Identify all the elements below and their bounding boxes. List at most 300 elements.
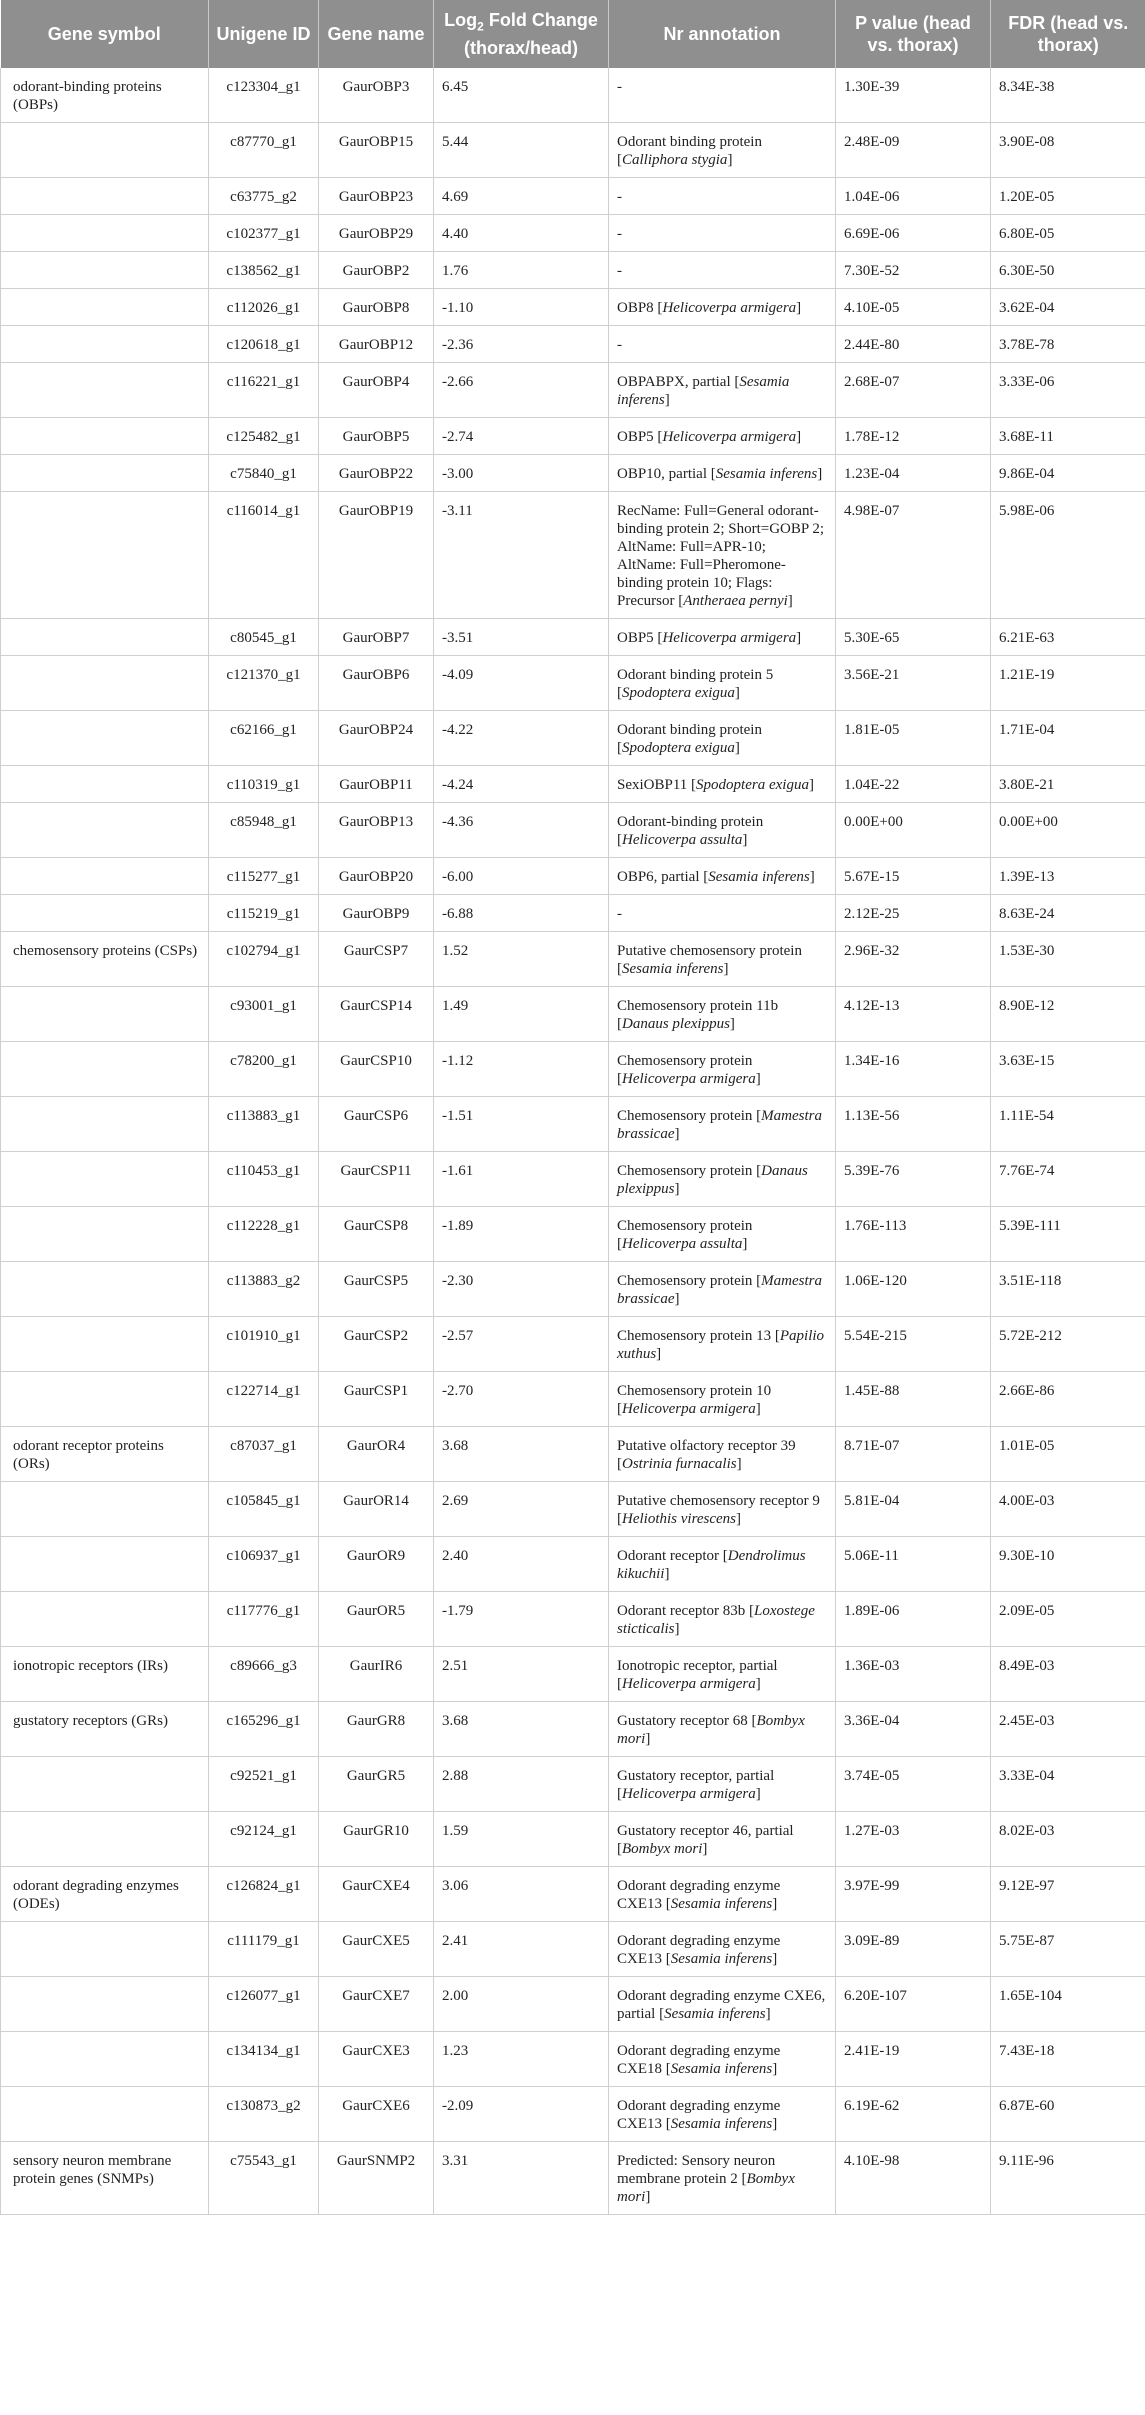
cell-p-value: 1.76E-113 bbox=[836, 1207, 991, 1262]
table-row bbox=[1, 1867, 1145, 1922]
cell-fold-change: 2.40 bbox=[434, 1537, 609, 1592]
cell-gene-symbol: chemosensory proteins (CSPs) bbox=[1, 932, 209, 987]
cell-p-value: 3.97E-99 bbox=[836, 1867, 991, 1922]
cell-fdr: 1.21E-19 bbox=[991, 656, 1145, 711]
cell-unigene-id: c130873_g2 bbox=[209, 2087, 319, 2142]
cell-gene-symbol bbox=[1, 1482, 209, 1537]
cell-fdr: 6.87E-60 bbox=[991, 2087, 1145, 2142]
cell-unigene-id: c120618_g1 bbox=[209, 326, 319, 363]
cell-gene-symbol bbox=[1, 178, 209, 215]
cell-unigene-id: c102794_g1 bbox=[209, 932, 319, 987]
cell-gene-name: GaurOBP7 bbox=[319, 619, 434, 656]
table-row bbox=[1, 858, 1145, 895]
cell-gene-name: GaurOR9 bbox=[319, 1537, 434, 1592]
cell-p-value: 1.04E-06 bbox=[836, 178, 991, 215]
cell-fold-change: 1.23 bbox=[434, 2032, 609, 2087]
cell-fold-change: 2.51 bbox=[434, 1647, 609, 1702]
cell-p-value: 1.13E-56 bbox=[836, 1097, 991, 1152]
cell-unigene-id: c87770_g1 bbox=[209, 123, 319, 178]
cell-nr-annotation: Odorant binding protein 5 [Spodoptera exigua] bbox=[609, 656, 836, 711]
cell-fdr: 8.63E-24 bbox=[991, 895, 1145, 932]
cell-p-value: 1.36E-03 bbox=[836, 1647, 991, 1702]
cell-p-value: 1.34E-16 bbox=[836, 1042, 991, 1097]
cell-p-value: 0.00E+00 bbox=[836, 803, 991, 858]
cell-unigene-id: c165296_g1 bbox=[209, 1702, 319, 1757]
cell-unigene-id: c138562_g1 bbox=[209, 252, 319, 289]
table-row bbox=[1, 68, 1145, 123]
cell-gene-name: GaurOBP3 bbox=[319, 68, 434, 123]
cell-fold-change: -2.57 bbox=[434, 1317, 609, 1372]
cell-fold-change: 1.52 bbox=[434, 932, 609, 987]
cell-nr-annotation: Chemosensory protein [Mamestra brassicae] bbox=[609, 1262, 836, 1317]
cell-fold-change: -4.24 bbox=[434, 766, 609, 803]
cell-nr-annotation: Odorant receptor [Dendrolimus kikuchii] bbox=[609, 1537, 836, 1592]
cell-fold-change: 6.45 bbox=[434, 68, 609, 123]
cell-gene-name: GaurSNMP2 bbox=[319, 2142, 434, 2215]
cell-p-value: 2.48E-09 bbox=[836, 123, 991, 178]
cell-unigene-id: c115219_g1 bbox=[209, 895, 319, 932]
cell-gene-name: GaurCSP11 bbox=[319, 1152, 434, 1207]
table-row bbox=[1, 1262, 1145, 1317]
cell-nr-annotation: Putative chemosensory receptor 9 [Heliothis virescens] bbox=[609, 1482, 836, 1537]
cell-p-value: 5.81E-04 bbox=[836, 1482, 991, 1537]
cell-p-value: 4.98E-07 bbox=[836, 492, 991, 619]
cell-gene-symbol bbox=[1, 492, 209, 619]
cell-nr-annotation: Odorant degrading enzyme CXE13 [Sesamia inferens] bbox=[609, 2087, 836, 2142]
cell-gene-symbol bbox=[1, 326, 209, 363]
cell-unigene-id: c110453_g1 bbox=[209, 1152, 319, 1207]
table-body bbox=[1, 68, 1145, 2215]
cell-fold-change: 2.69 bbox=[434, 1482, 609, 1537]
table-row bbox=[1, 326, 1145, 363]
cell-gene-symbol bbox=[1, 1757, 209, 1812]
cell-nr-annotation: Odorant degrading enzyme CXE6, partial [Sesamia inferens] bbox=[609, 1977, 836, 2032]
cell-gene-symbol bbox=[1, 1317, 209, 1372]
table-row bbox=[1, 1427, 1145, 1482]
cell-unigene-id: c106937_g1 bbox=[209, 1537, 319, 1592]
cell-unigene-id: c89666_g3 bbox=[209, 1647, 319, 1702]
cell-unigene-id: c75840_g1 bbox=[209, 455, 319, 492]
cell-fold-change: -6.88 bbox=[434, 895, 609, 932]
table-row bbox=[1, 1977, 1145, 2032]
cell-gene-symbol bbox=[1, 1372, 209, 1427]
table-row bbox=[1, 363, 1145, 418]
cell-gene-symbol bbox=[1, 2032, 209, 2087]
cell-nr-annotation: Ionotropic receptor, partial [Helicoverpa armigera] bbox=[609, 1647, 836, 1702]
cell-nr-annotation: Odorant binding protein [Spodoptera exigua] bbox=[609, 711, 836, 766]
header-row bbox=[1, 0, 1145, 68]
cell-fold-change: -1.61 bbox=[434, 1152, 609, 1207]
table-row bbox=[1, 289, 1145, 326]
cell-gene-symbol bbox=[1, 418, 209, 455]
cell-p-value: 1.27E-03 bbox=[836, 1812, 991, 1867]
cell-gene-symbol bbox=[1, 252, 209, 289]
table-row bbox=[1, 1592, 1145, 1647]
cell-nr-annotation: Chemosensory protein 13 [Papilio xuthus] bbox=[609, 1317, 836, 1372]
table-row bbox=[1, 1097, 1145, 1152]
cell-fold-change: 4.69 bbox=[434, 178, 609, 215]
cell-p-value: 1.78E-12 bbox=[836, 418, 991, 455]
cell-nr-annotation: Odorant degrading enzyme CXE18 [Sesamia inferens] bbox=[609, 2032, 836, 2087]
cell-fdr: 1.01E-05 bbox=[991, 1427, 1145, 1482]
cell-fdr: 1.20E-05 bbox=[991, 178, 1145, 215]
cell-p-value: 2.68E-07 bbox=[836, 363, 991, 418]
cell-unigene-id: c115277_g1 bbox=[209, 858, 319, 895]
cell-gene-symbol bbox=[1, 766, 209, 803]
cell-unigene-id: c121370_g1 bbox=[209, 656, 319, 711]
table-row bbox=[1, 1317, 1145, 1372]
cell-fold-change: -2.74 bbox=[434, 418, 609, 455]
cell-nr-annotation: - bbox=[609, 68, 836, 123]
cell-fdr: 3.80E-21 bbox=[991, 766, 1145, 803]
cell-fold-change: -2.66 bbox=[434, 363, 609, 418]
table-row bbox=[1, 455, 1145, 492]
cell-gene-name: GaurOBP2 bbox=[319, 252, 434, 289]
cell-unigene-id: c126077_g1 bbox=[209, 1977, 319, 2032]
cell-gene-name: GaurCSP14 bbox=[319, 987, 434, 1042]
cell-unigene-id: c125482_g1 bbox=[209, 418, 319, 455]
cell-gene-name: GaurGR5 bbox=[319, 1757, 434, 1812]
cell-nr-annotation: - bbox=[609, 215, 836, 252]
cell-unigene-id: c116014_g1 bbox=[209, 492, 319, 619]
cell-gene-symbol bbox=[1, 1812, 209, 1867]
cell-fdr: 3.63E-15 bbox=[991, 1042, 1145, 1097]
cell-fdr: 5.39E-111 bbox=[991, 1207, 1145, 1262]
cell-unigene-id: c92124_g1 bbox=[209, 1812, 319, 1867]
cell-unigene-id: c87037_g1 bbox=[209, 1427, 319, 1482]
cell-unigene-id: c123304_g1 bbox=[209, 68, 319, 123]
cell-nr-annotation: Chemosensory protein [Helicoverpa assulta] bbox=[609, 1207, 836, 1262]
cell-fold-change: -2.36 bbox=[434, 326, 609, 363]
cell-unigene-id: c101910_g1 bbox=[209, 1317, 319, 1372]
cell-gene-name: GaurOBP13 bbox=[319, 803, 434, 858]
cell-nr-annotation: OBP10, partial [Sesamia inferens] bbox=[609, 455, 836, 492]
cell-nr-annotation: Gustatory receptor 46, partial [Bombyx mori] bbox=[609, 1812, 836, 1867]
cell-nr-annotation: - bbox=[609, 895, 836, 932]
cell-fdr: 5.98E-06 bbox=[991, 492, 1145, 619]
cell-gene-name: GaurCXE6 bbox=[319, 2087, 434, 2142]
cell-nr-annotation: Odorant degrading enzyme CXE13 [Sesamia inferens] bbox=[609, 1922, 836, 1977]
cell-nr-annotation: OBP8 [Helicoverpa armigera] bbox=[609, 289, 836, 326]
cell-fdr: 8.49E-03 bbox=[991, 1647, 1145, 1702]
cell-p-value: 5.06E-11 bbox=[836, 1537, 991, 1592]
header-log2-fold-change: Log$_2$ Fold Change (thorax/head) bbox=[434, 0, 609, 68]
cell-gene-symbol bbox=[1, 1922, 209, 1977]
cell-gene-symbol bbox=[1, 2087, 209, 2142]
cell-gene-symbol bbox=[1, 363, 209, 418]
cell-gene-name: GaurOBP9 bbox=[319, 895, 434, 932]
cell-nr-annotation: - bbox=[609, 326, 836, 363]
cell-gene-symbol bbox=[1, 895, 209, 932]
cell-fdr: 0.00E+00 bbox=[991, 803, 1145, 858]
cell-gene-name: GaurOBP12 bbox=[319, 326, 434, 363]
cell-unigene-id: c113883_g1 bbox=[209, 1097, 319, 1152]
table-row bbox=[1, 1372, 1145, 1427]
cell-gene-name: GaurCXE3 bbox=[319, 2032, 434, 2087]
table-row bbox=[1, 1647, 1145, 1702]
cell-fdr: 8.90E-12 bbox=[991, 987, 1145, 1042]
cell-gene-name: GaurCSP7 bbox=[319, 932, 434, 987]
cell-fold-change: -3.00 bbox=[434, 455, 609, 492]
cell-fold-change: -1.51 bbox=[434, 1097, 609, 1152]
cell-unigene-id: c85948_g1 bbox=[209, 803, 319, 858]
cell-fdr: 2.45E-03 bbox=[991, 1702, 1145, 1757]
cell-gene-name: GaurOR4 bbox=[319, 1427, 434, 1482]
cell-gene-symbol bbox=[1, 289, 209, 326]
cell-gene-symbol bbox=[1, 1042, 209, 1097]
cell-fdr: 1.39E-13 bbox=[991, 858, 1145, 895]
cell-gene-name: GaurOBP5 bbox=[319, 418, 434, 455]
header-fdr: FDR (head vs. thorax) bbox=[991, 0, 1145, 68]
cell-p-value: 5.54E-215 bbox=[836, 1317, 991, 1372]
cell-gene-name: GaurCSP1 bbox=[319, 1372, 434, 1427]
table-row bbox=[1, 1757, 1145, 1812]
cell-gene-symbol bbox=[1, 1097, 209, 1152]
cell-gene-name: GaurOBP20 bbox=[319, 858, 434, 895]
cell-p-value: 1.30E-39 bbox=[836, 68, 991, 123]
cell-p-value: 6.69E-06 bbox=[836, 215, 991, 252]
cell-fdr: 3.90E-08 bbox=[991, 123, 1145, 178]
cell-p-value: 4.10E-05 bbox=[836, 289, 991, 326]
cell-gene-name: GaurOBP15 bbox=[319, 123, 434, 178]
cell-fold-change: 2.41 bbox=[434, 1922, 609, 1977]
cell-fdr: 9.30E-10 bbox=[991, 1537, 1145, 1592]
cell-p-value: 2.44E-80 bbox=[836, 326, 991, 363]
cell-p-value: 5.30E-65 bbox=[836, 619, 991, 656]
cell-nr-annotation: Gustatory receptor, partial [Helicoverpa armigera] bbox=[609, 1757, 836, 1812]
cell-gene-symbol bbox=[1, 619, 209, 656]
cell-gene-name: GaurOR5 bbox=[319, 1592, 434, 1647]
cell-gene-symbol: odorant degrading enzymes (ODEs) bbox=[1, 1867, 209, 1922]
cell-unigene-id: c122714_g1 bbox=[209, 1372, 319, 1427]
table-row bbox=[1, 711, 1145, 766]
cell-nr-annotation: Chemosensory protein [Mamestra brassicae] bbox=[609, 1097, 836, 1152]
cell-unigene-id: c112228_g1 bbox=[209, 1207, 319, 1262]
cell-unigene-id: c92521_g1 bbox=[209, 1757, 319, 1812]
table-row bbox=[1, 215, 1145, 252]
cell-fold-change: 1.59 bbox=[434, 1812, 609, 1867]
cell-fold-change: 1.49 bbox=[434, 987, 609, 1042]
cell-fdr: 1.11E-54 bbox=[991, 1097, 1145, 1152]
table-row bbox=[1, 656, 1145, 711]
cell-gene-name: GaurOR14 bbox=[319, 1482, 434, 1537]
table-row bbox=[1, 418, 1145, 455]
cell-fdr: 3.33E-04 bbox=[991, 1757, 1145, 1812]
cell-nr-annotation: Chemosensory protein 10 [Helicoverpa armigera] bbox=[609, 1372, 836, 1427]
cell-gene-name: GaurOBP22 bbox=[319, 455, 434, 492]
cell-p-value: 1.23E-04 bbox=[836, 455, 991, 492]
cell-fold-change: 3.68 bbox=[434, 1702, 609, 1757]
table-row bbox=[1, 2032, 1145, 2087]
cell-p-value: 6.20E-107 bbox=[836, 1977, 991, 2032]
cell-nr-annotation: Putative olfactory receptor 39 [Ostrinia furnacalis] bbox=[609, 1427, 836, 1482]
cell-fold-change: -4.09 bbox=[434, 656, 609, 711]
cell-gene-symbol bbox=[1, 987, 209, 1042]
cell-p-value: 1.81E-05 bbox=[836, 711, 991, 766]
cell-nr-annotation: OBPABPX, partial [Sesamia inferens] bbox=[609, 363, 836, 418]
cell-unigene-id: c93001_g1 bbox=[209, 987, 319, 1042]
cell-nr-annotation: Odorant degrading enzyme CXE13 [Sesamia inferens] bbox=[609, 1867, 836, 1922]
table-header bbox=[1, 0, 1145, 68]
cell-unigene-id: c110319_g1 bbox=[209, 766, 319, 803]
cell-fold-change: -4.22 bbox=[434, 711, 609, 766]
cell-nr-annotation: Odorant receptor 83b [Loxostege sticticalis] bbox=[609, 1592, 836, 1647]
cell-unigene-id: c111179_g1 bbox=[209, 1922, 319, 1977]
cell-fdr: 6.80E-05 bbox=[991, 215, 1145, 252]
cell-p-value: 3.36E-04 bbox=[836, 1702, 991, 1757]
table-row bbox=[1, 178, 1145, 215]
cell-gene-name: GaurOBP24 bbox=[319, 711, 434, 766]
cell-fold-change: -2.70 bbox=[434, 1372, 609, 1427]
cell-p-value: 5.67E-15 bbox=[836, 858, 991, 895]
cell-fdr: 3.62E-04 bbox=[991, 289, 1145, 326]
cell-p-value: 8.71E-07 bbox=[836, 1427, 991, 1482]
cell-gene-name: GaurCSP10 bbox=[319, 1042, 434, 1097]
cell-fdr: 6.21E-63 bbox=[991, 619, 1145, 656]
cell-fold-change: -6.00 bbox=[434, 858, 609, 895]
cell-gene-name: GaurCXE5 bbox=[319, 1922, 434, 1977]
cell-gene-symbol: gustatory receptors (GRs) bbox=[1, 1702, 209, 1757]
cell-unigene-id: c62166_g1 bbox=[209, 711, 319, 766]
table-row bbox=[1, 766, 1145, 803]
cell-gene-symbol bbox=[1, 803, 209, 858]
cell-fold-change: -4.36 bbox=[434, 803, 609, 858]
cell-fold-change: 3.06 bbox=[434, 1867, 609, 1922]
table-row bbox=[1, 1702, 1145, 1757]
cell-gene-symbol bbox=[1, 1152, 209, 1207]
cell-fold-change: 3.31 bbox=[434, 2142, 609, 2215]
cell-nr-annotation: Putative chemosensory protein [Sesamia inferens] bbox=[609, 932, 836, 987]
cell-p-value: 3.09E-89 bbox=[836, 1922, 991, 1977]
cell-p-value: 5.39E-76 bbox=[836, 1152, 991, 1207]
cell-gene-symbol bbox=[1, 1207, 209, 1262]
cell-nr-annotation: Gustatory receptor 68 [Bombyx mori] bbox=[609, 1702, 836, 1757]
cell-nr-annotation: Odorant-binding protein [Helicoverpa assulta] bbox=[609, 803, 836, 858]
cell-fdr: 7.43E-18 bbox=[991, 2032, 1145, 2087]
cell-gene-symbol bbox=[1, 215, 209, 252]
cell-p-value: 1.04E-22 bbox=[836, 766, 991, 803]
cell-fold-change: 2.00 bbox=[434, 1977, 609, 2032]
cell-p-value: 2.12E-25 bbox=[836, 895, 991, 932]
cell-fdr: 3.51E-118 bbox=[991, 1262, 1145, 1317]
cell-gene-name: GaurOBP19 bbox=[319, 492, 434, 619]
cell-unigene-id: c80545_g1 bbox=[209, 619, 319, 656]
cell-unigene-id: c134134_g1 bbox=[209, 2032, 319, 2087]
cell-gene-name: GaurGR8 bbox=[319, 1702, 434, 1757]
cell-p-value: 2.96E-32 bbox=[836, 932, 991, 987]
table-row bbox=[1, 1922, 1145, 1977]
cell-gene-symbol: ionotropic receptors (IRs) bbox=[1, 1647, 209, 1702]
cell-p-value: 4.10E-98 bbox=[836, 2142, 991, 2215]
cell-nr-annotation: Chemosensory protein 11b [Danaus plexippus] bbox=[609, 987, 836, 1042]
cell-nr-annotation: Chemosensory protein [Danaus plexippus] bbox=[609, 1152, 836, 1207]
cell-p-value: 4.12E-13 bbox=[836, 987, 991, 1042]
cell-gene-symbol bbox=[1, 1977, 209, 2032]
cell-fdr: 3.33E-06 bbox=[991, 363, 1145, 418]
cell-fold-change: 4.40 bbox=[434, 215, 609, 252]
cell-nr-annotation: Predicted: Sensory neuron membrane protein 2 [Bombyx mori] bbox=[609, 2142, 836, 2215]
table-row bbox=[1, 895, 1145, 932]
cell-nr-annotation: OBP6, partial [Sesamia inferens] bbox=[609, 858, 836, 895]
table-row bbox=[1, 1812, 1145, 1867]
cell-fold-change: -2.30 bbox=[434, 1262, 609, 1317]
cell-fdr: 4.00E-03 bbox=[991, 1482, 1145, 1537]
header-gene-symbol: Gene symbol bbox=[1, 0, 209, 68]
cell-gene-name: GaurOBP29 bbox=[319, 215, 434, 252]
cell-fdr: 5.72E-212 bbox=[991, 1317, 1145, 1372]
cell-fold-change: -2.09 bbox=[434, 2087, 609, 2142]
cell-fdr: 7.76E-74 bbox=[991, 1152, 1145, 1207]
cell-gene-name: GaurCSP6 bbox=[319, 1097, 434, 1152]
cell-nr-annotation: OBP5 [Helicoverpa armigera] bbox=[609, 619, 836, 656]
cell-gene-name: GaurCSP8 bbox=[319, 1207, 434, 1262]
cell-nr-annotation: SexiOBP11 [Spodoptera exigua] bbox=[609, 766, 836, 803]
cell-gene-symbol: odorant-binding proteins (OBPs) bbox=[1, 68, 209, 123]
table-row bbox=[1, 252, 1145, 289]
cell-p-value: 3.56E-21 bbox=[836, 656, 991, 711]
cell-nr-annotation: - bbox=[609, 178, 836, 215]
cell-fdr: 2.66E-86 bbox=[991, 1372, 1145, 1427]
cell-fold-change: 3.68 bbox=[434, 1427, 609, 1482]
cell-fdr: 9.11E-96 bbox=[991, 2142, 1145, 2215]
table-row bbox=[1, 1537, 1145, 1592]
cell-p-value: 3.74E-05 bbox=[836, 1757, 991, 1812]
cell-gene-symbol bbox=[1, 656, 209, 711]
cell-gene-symbol bbox=[1, 858, 209, 895]
cell-gene-symbol bbox=[1, 1262, 209, 1317]
cell-fold-change: -1.12 bbox=[434, 1042, 609, 1097]
cell-nr-annotation: Chemosensory protein [Helicoverpa armigera] bbox=[609, 1042, 836, 1097]
cell-unigene-id: c116221_g1 bbox=[209, 363, 319, 418]
cell-unigene-id: c102377_g1 bbox=[209, 215, 319, 252]
cell-unigene-id: c78200_g1 bbox=[209, 1042, 319, 1097]
table-row bbox=[1, 1207, 1145, 1262]
cell-gene-name: GaurIR6 bbox=[319, 1647, 434, 1702]
header-nr-annotation: Nr annotation bbox=[609, 0, 836, 68]
cell-unigene-id: c63775_g2 bbox=[209, 178, 319, 215]
cell-gene-name: GaurOBP11 bbox=[319, 766, 434, 803]
table-row bbox=[1, 1482, 1145, 1537]
cell-gene-symbol: sensory neuron membrane protein genes (SNMPs) bbox=[1, 2142, 209, 2215]
cell-unigene-id: c113883_g2 bbox=[209, 1262, 319, 1317]
cell-gene-symbol bbox=[1, 711, 209, 766]
cell-fdr: 5.75E-87 bbox=[991, 1922, 1145, 1977]
table-row bbox=[1, 2087, 1145, 2142]
cell-fdr: 2.09E-05 bbox=[991, 1592, 1145, 1647]
cell-gene-symbol bbox=[1, 1592, 209, 1647]
cell-unigene-id: c105845_g1 bbox=[209, 1482, 319, 1537]
cell-fdr: 3.78E-78 bbox=[991, 326, 1145, 363]
table-row bbox=[1, 1152, 1145, 1207]
table-row bbox=[1, 932, 1145, 987]
table-row bbox=[1, 2142, 1145, 2215]
cell-p-value: 1.45E-88 bbox=[836, 1372, 991, 1427]
cell-gene-name: GaurGR10 bbox=[319, 1812, 434, 1867]
cell-unigene-id: c112026_g1 bbox=[209, 289, 319, 326]
cell-p-value: 1.06E-120 bbox=[836, 1262, 991, 1317]
cell-fdr: 9.12E-97 bbox=[991, 1867, 1145, 1922]
table-row bbox=[1, 123, 1145, 178]
cell-nr-annotation: - bbox=[609, 252, 836, 289]
cell-gene-name: GaurOBP8 bbox=[319, 289, 434, 326]
table-row bbox=[1, 987, 1145, 1042]
cell-nr-annotation: OBP5 [Helicoverpa armigera] bbox=[609, 418, 836, 455]
cell-fdr: 1.53E-30 bbox=[991, 932, 1145, 987]
cell-fdr: 9.86E-04 bbox=[991, 455, 1145, 492]
cell-p-value: 6.19E-62 bbox=[836, 2087, 991, 2142]
cell-p-value: 1.89E-06 bbox=[836, 1592, 991, 1647]
cell-gene-symbol bbox=[1, 123, 209, 178]
